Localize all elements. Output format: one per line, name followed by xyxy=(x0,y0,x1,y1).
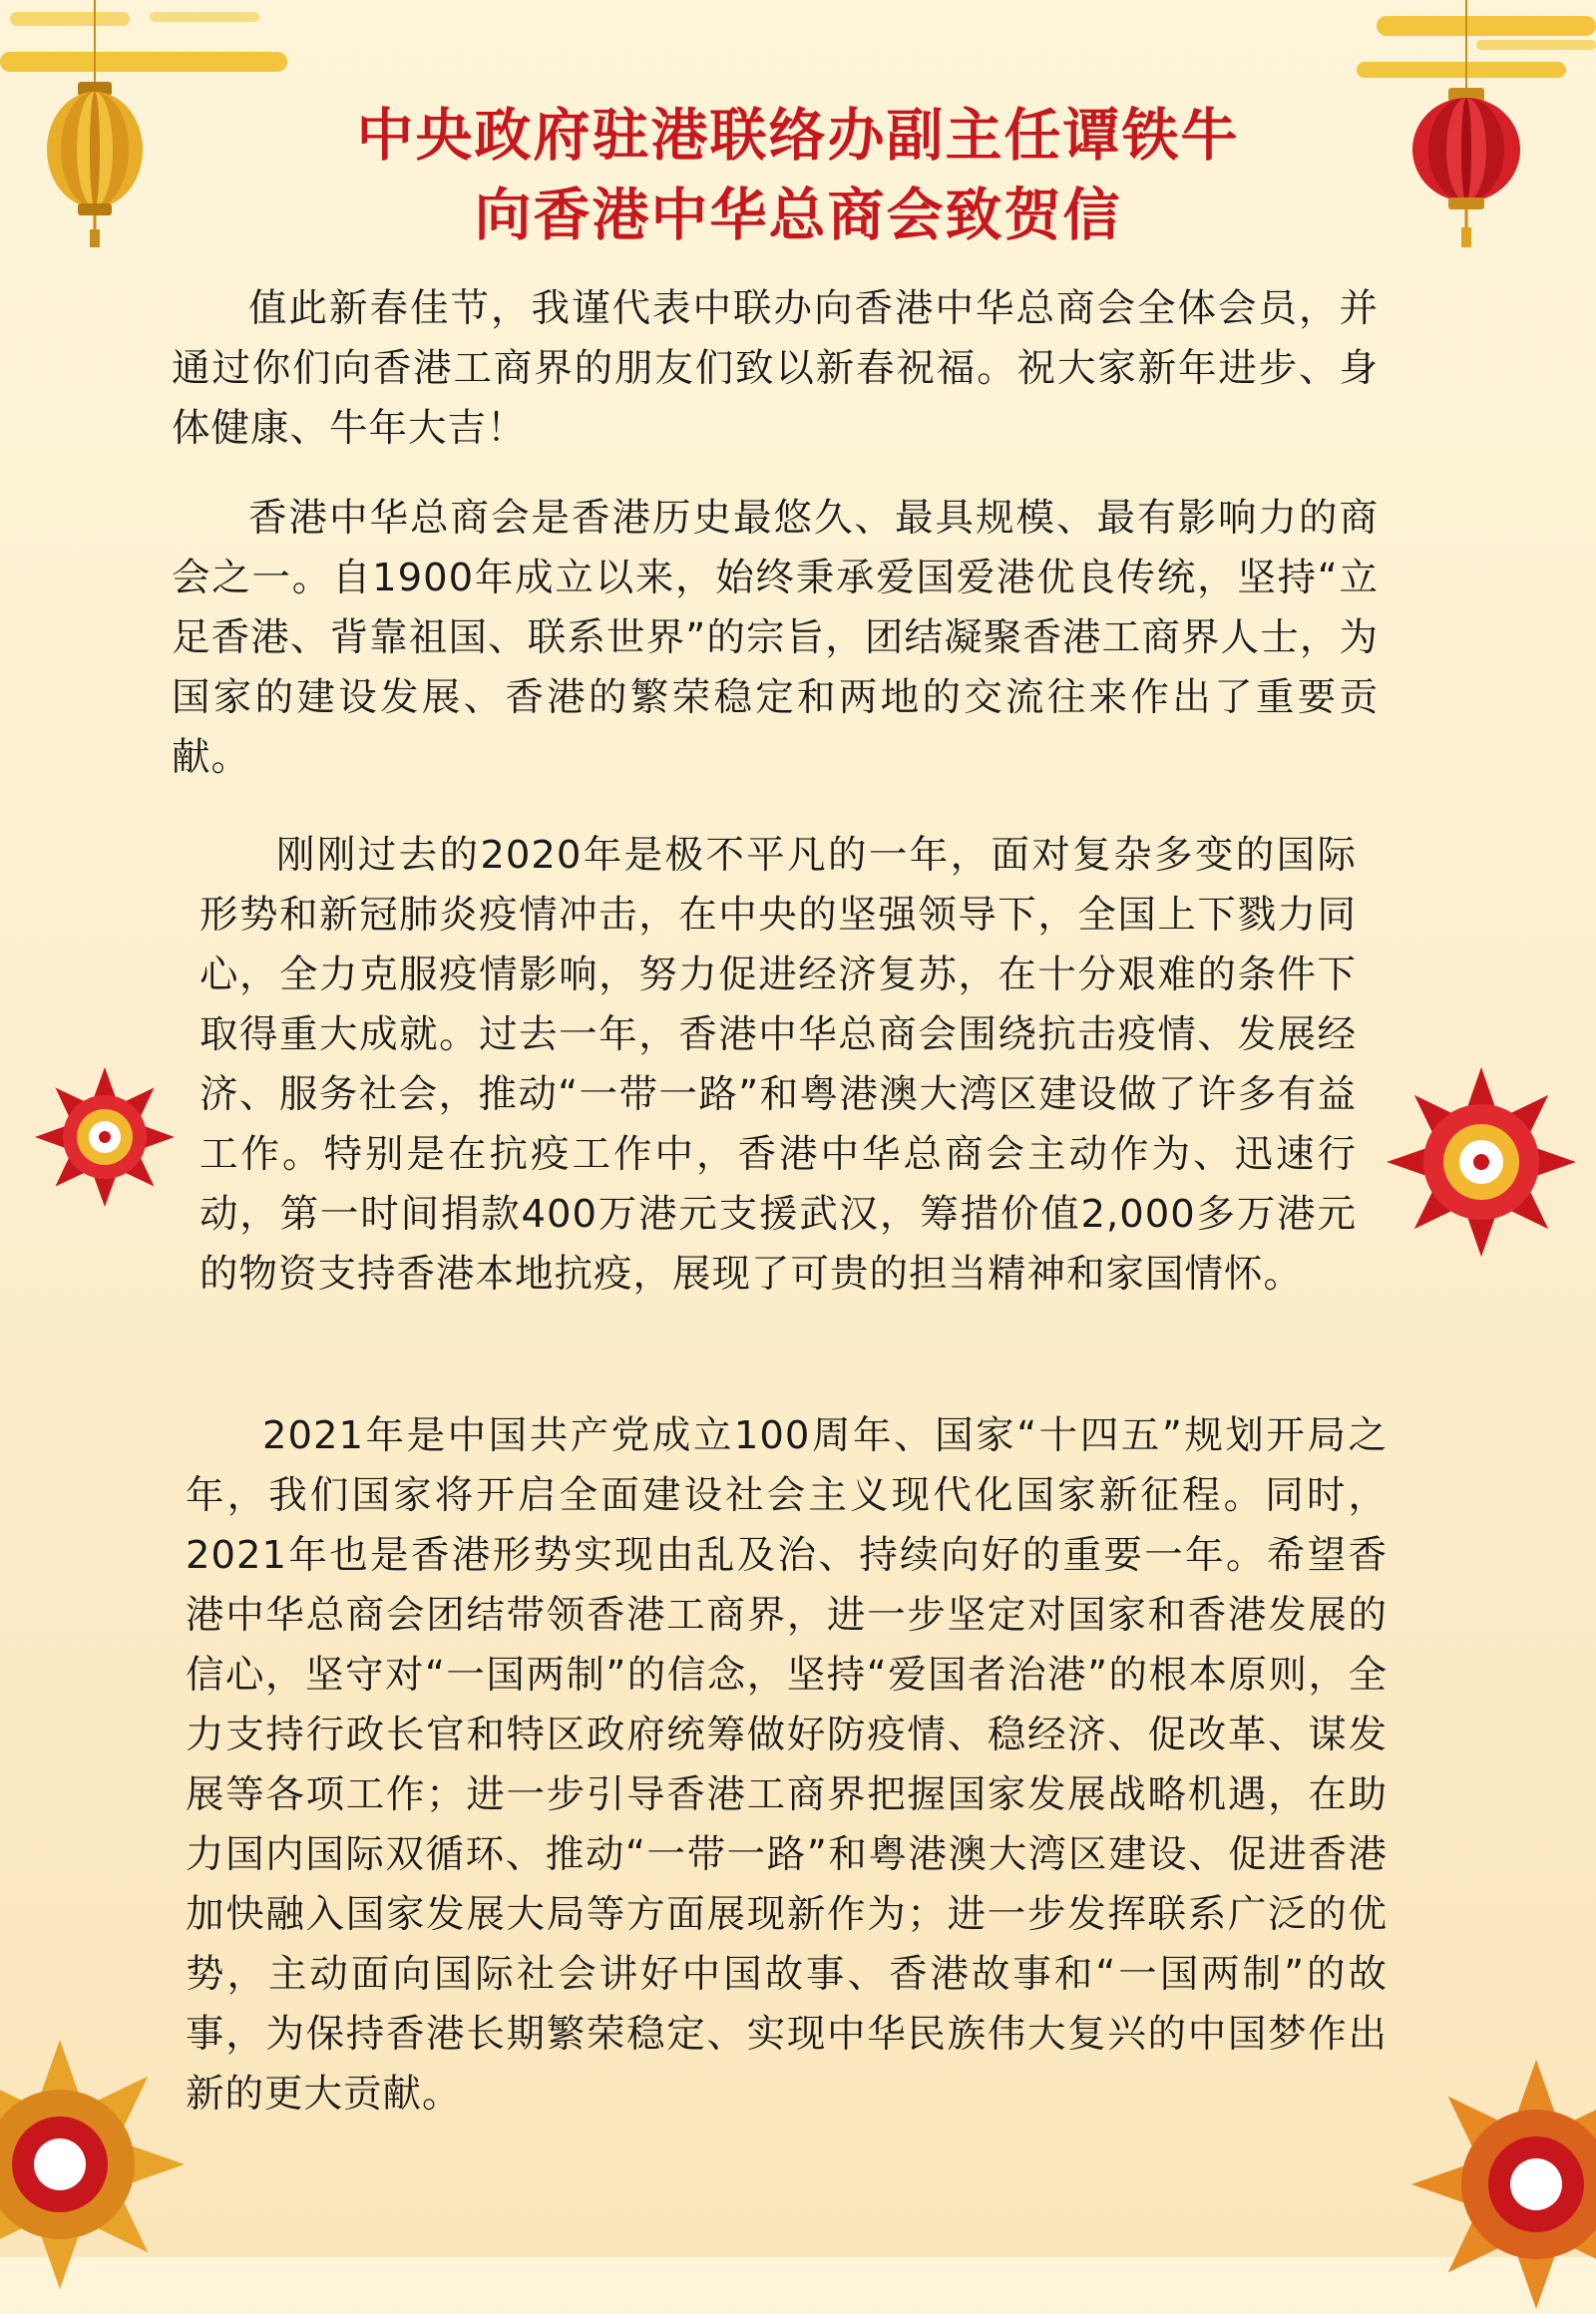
letter-title-line-1: 中央政府驻港联络办副主任谭铁牛 xyxy=(356,103,1240,169)
paragraph-2020-review: 刚刚过去的2020年是极不平凡的一年，面对复杂多变的国际形势和新冠肺炎疫情冲击，在中央的坚强领导下，全国上下戮力同心，全力克服疫情影响，努力促进经济复苏，在十分艰难的条件下取得重大成就。过去一年，香港中华总商会围绕抗击疫情、发展经济、服务社会，推动“一带一路”和粤港澳大湾区建设做了许多有益工作。特别是在抗疫工作中，香港中华总商会主动作为、迅速行动，第一时间捐款400万港元支援武汉，筹措价值2,000多万港元的物资支持香港本地抗疫，展现了可贵的担当精神和家国情怀。 xyxy=(200,833,1357,1297)
paper-flower-icon xyxy=(0,2035,190,2294)
paragraph-2021-outlook: 2021年是中国共产党成立100周年、国家“十四五”规划开局之年，我们国家将开启全面建设社会主义现代化国家新征程。同时，2021年也是香港形势实现由乱及治、持续向好的重要一年。希望香港中华总商会团结带领香港工商界，进一步坚定对国家和香港发展的信心，坚守对“一国两制”的信念，坚持“爱国者治港”的根本原则，全力支持行政长官和特区政府统筹做好防疫情、稳经济、促改革、谋发展等各项工作；进一步引导香港工商界把握国家发展战略机遇，在助力国内国际双循环、推动“一带一路”和粤港澳大湾区建设、促进香港加快融入国家发展大局等方面展现新作为；进一步发挥联系广泛的优势，主动面向国际社会讲好中国故事、香港故事和“一国两制”的故事，为保持香港长期繁荣稳定、实现中华民族伟大复兴的中国梦作出新的更大贡献。 xyxy=(186,1413,1388,2117)
letter-title-line-2: 向香港中华总商会致贺信 xyxy=(474,183,1122,248)
paper-flower-icon xyxy=(1406,2055,1596,2314)
paper-flower-icon xyxy=(30,1062,180,1212)
paragraph-greeting: 值此新春佳节，我谨代表中联办向香港中华总商会全体会员，并通过你们向香港工商界的朋友们致以新春祝福。祝大家新年进步、身体健康、牛年大吉！ xyxy=(172,286,1379,451)
paragraph-chamber-history: 香港中华总商会是香港历史最悠久、最具规模、最有影响力的商会之一。自1900年成立以来，始终秉承爱国爱港优良传统，坚持“立足香港、背靠祖国、联系世界”的宗旨，团结凝聚香港工商界人士，为国家的建设发展、香港的繁荣稳定和两地的交流往来作出了重要贡献。 xyxy=(172,496,1379,780)
paper-flower-icon xyxy=(1382,1062,1581,1262)
